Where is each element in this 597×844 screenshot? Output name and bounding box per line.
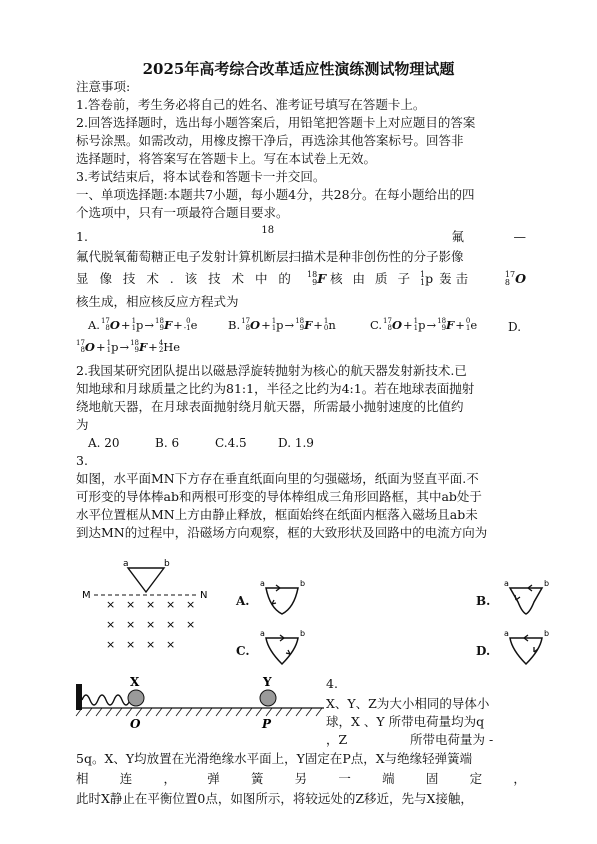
q3-opt-b-label-a: a <box>504 579 509 588</box>
field-cross: × <box>166 598 176 611</box>
q1-option-c[interactable]: C. 17 8 O + 1 1 p → 18 9 F + 0 1 e <box>370 317 478 332</box>
q2-option-d[interactable]: D. 1.9 <box>278 436 314 450</box>
q3-opt-d-label-b: b <box>544 629 550 638</box>
notice-item: 标号涂黑。如需改动，用橡皮擦干净后，再选涂其他答案标号。回答非 <box>76 133 464 148</box>
notice-item: 3.考试结束后，将本试卷和答题卡一并交回。 <box>76 169 326 184</box>
q4-number: 4. <box>326 676 338 691</box>
q4-label-y: Y <box>263 675 272 689</box>
q4-line5: 相 连 ， 弹 簧 另 一 端 固 定 ， <box>76 771 526 786</box>
field-cross: × <box>186 618 196 631</box>
q1-line1 <box>76 225 526 246</box>
q3-option-d[interactable]: D. <box>476 644 491 658</box>
q3-label-b: b <box>164 559 170 569</box>
q2-option-b[interactable]: B. 6 <box>155 436 180 450</box>
field-cross: × <box>106 598 116 611</box>
notice-item: 2.回答选择题时，选出每小题答案后，用铅笔把答题卡上对应题目的答案 <box>76 115 476 130</box>
field-cross: × <box>106 618 116 631</box>
q3-line: 到达MN的过程中，沿磁场方向观察，框的大致形状及回路中的电流方向为 <box>76 525 488 540</box>
field-cross: × <box>126 618 136 631</box>
field-cross: × <box>146 618 156 631</box>
q1-hit: 轰 击 <box>439 271 469 286</box>
field-cross: × <box>146 598 156 611</box>
q4-line: X、Y、Z为大小相同的导体小 <box>326 696 490 711</box>
notice-heading: 注意事项: <box>76 79 131 94</box>
q3-option-b[interactable]: B. <box>476 594 491 608</box>
q4-label-p: P <box>262 717 272 731</box>
q4-label-o: O <box>130 717 141 731</box>
q2-line: 知地球和月球质量之比约为81:1，半径之比约为4:1。若在地球表面抛射 <box>76 381 475 396</box>
q3-opt-b-label-b: b <box>544 579 550 588</box>
q1-line3 <box>76 270 526 288</box>
field-cross: × <box>146 638 156 651</box>
q3-option-a[interactable]: A. <box>236 594 250 608</box>
q1-dash: — <box>513 229 526 244</box>
q4-line3-a: ，Z <box>326 732 348 747</box>
q3-option-d-figure <box>504 628 554 668</box>
q2-option-a[interactable]: A. 20 <box>88 436 120 450</box>
q4-line: 5q。X、Y均放置在光滑绝缘水平面上，Y固定在P点，X与绝缘轻弹簧端 <box>76 751 473 766</box>
q3-opt-a-label-a: a <box>260 579 265 588</box>
q3-line: 可形变的导体棒ab和两根可形变的导体棒组成三角形回路框，其中ab处于 <box>76 489 482 504</box>
q1-option-d-label[interactable]: D. <box>508 320 522 334</box>
q1-line3-words: 显 像 技 术 . 该 技 术 中 的 <box>76 271 291 286</box>
q4-line3-b: 所带电荷量为 - <box>410 732 494 747</box>
q3-field-crosses <box>106 598 195 651</box>
q1-line4: 核生成，相应核反应方程式为 <box>76 294 239 309</box>
q1-proton: 1 1 p <box>419 270 434 287</box>
q3-option-c-figure <box>260 628 310 668</box>
q3-line: 水平位置框从MN上方由静止释放，框面始终在纸面内框落入磁场且ab未 <box>76 507 478 522</box>
q4-label-x: X <box>130 675 140 689</box>
q3-opt-d-label-a: a <box>504 629 509 638</box>
notice-item: 1.答卷前，考生务必将自己的姓名、准考证号填写在答题卡上。 <box>76 97 426 112</box>
q3-label-m: M <box>82 590 91 601</box>
field-cross: × <box>166 638 176 651</box>
q3-option-b-figure <box>504 578 554 618</box>
q4-spring-figure <box>76 672 326 732</box>
q3-number: 3. <box>76 453 88 468</box>
q1-number: 1. <box>76 229 88 244</box>
q1-fluorine-word: 氟 <box>451 229 465 244</box>
q2-line: 2.我国某研究团队提出以磁悬浮旋转抛射为核心的航天器发射新技术.已 <box>76 363 467 378</box>
q4-line: 球，X 、Y 所带电荷量均为q <box>326 714 485 729</box>
q3-opt-c-label-b: b <box>300 629 306 638</box>
q3-label-a: a <box>123 559 129 569</box>
q1-option-b[interactable]: B. 17 8 O + 1 1 p → 18 9 F + 1 0 n <box>228 317 336 332</box>
field-cross: × <box>126 638 136 651</box>
field-cross: × <box>126 598 136 611</box>
q2-line: 为 <box>76 417 89 432</box>
q2-line: 绕地航天器，在月球表面抛射绕月航天器，所需最小抛射速度的比值约 <box>76 399 464 414</box>
notice-item: 选择题时，将答案写在答题卡上。写在本试卷上无效。 <box>76 151 377 166</box>
q4-line: 此时X静止在平衡位置0点，如图所示，将较远处的Z移近，先与X接触， <box>76 791 473 806</box>
field-cross: × <box>166 618 176 631</box>
field-cross: × <box>106 638 116 651</box>
q3-magnetic-field-figure <box>80 556 220 651</box>
q3-label-n: N <box>200 590 208 601</box>
q2-option-c[interactable]: C.4.5 <box>215 436 247 450</box>
q1-line2: 氟代脱氧葡萄糖正电子发射计算机断层扫描术是种非创伤性的分子影像 <box>76 249 464 264</box>
q1-mass-number: 18 <box>261 225 275 236</box>
section-heading: 一、单项选择题:本题共7小题，每小题4分，共28分。在每小题给出的四 <box>76 187 475 202</box>
page-title: 2025年高考综合改革适应性演练测试物理试题 <box>142 60 455 78</box>
q3-option-a-figure <box>260 578 310 618</box>
field-cross: × <box>186 598 196 611</box>
q1-f18-nuclide: 18 9 F <box>307 270 327 287</box>
q1-line3-rest: 核 由 质 子 <box>330 271 410 286</box>
q1-o17-nuclide: 17 8 O <box>504 270 526 287</box>
q3-opt-c-label-a: a <box>260 629 265 638</box>
q3-line: 如图，水平面MN下方存在垂直纸面向里的匀强磁场，纸面为竖直平面.不 <box>76 471 479 486</box>
q1-option-a[interactable]: A. 17 8 O + 1 1 p → 18 9 F + 0 -1 e <box>88 317 198 332</box>
q1-option-d[interactable]: 17 8 O + 1 1 p → 18 9 F + 4 2 He <box>76 339 181 354</box>
section-heading: 个选项中，只有一项最符合题目要求。 <box>76 205 289 220</box>
q3-opt-a-label-b: b <box>300 579 306 588</box>
q3-option-c[interactable]: C. <box>236 644 250 658</box>
